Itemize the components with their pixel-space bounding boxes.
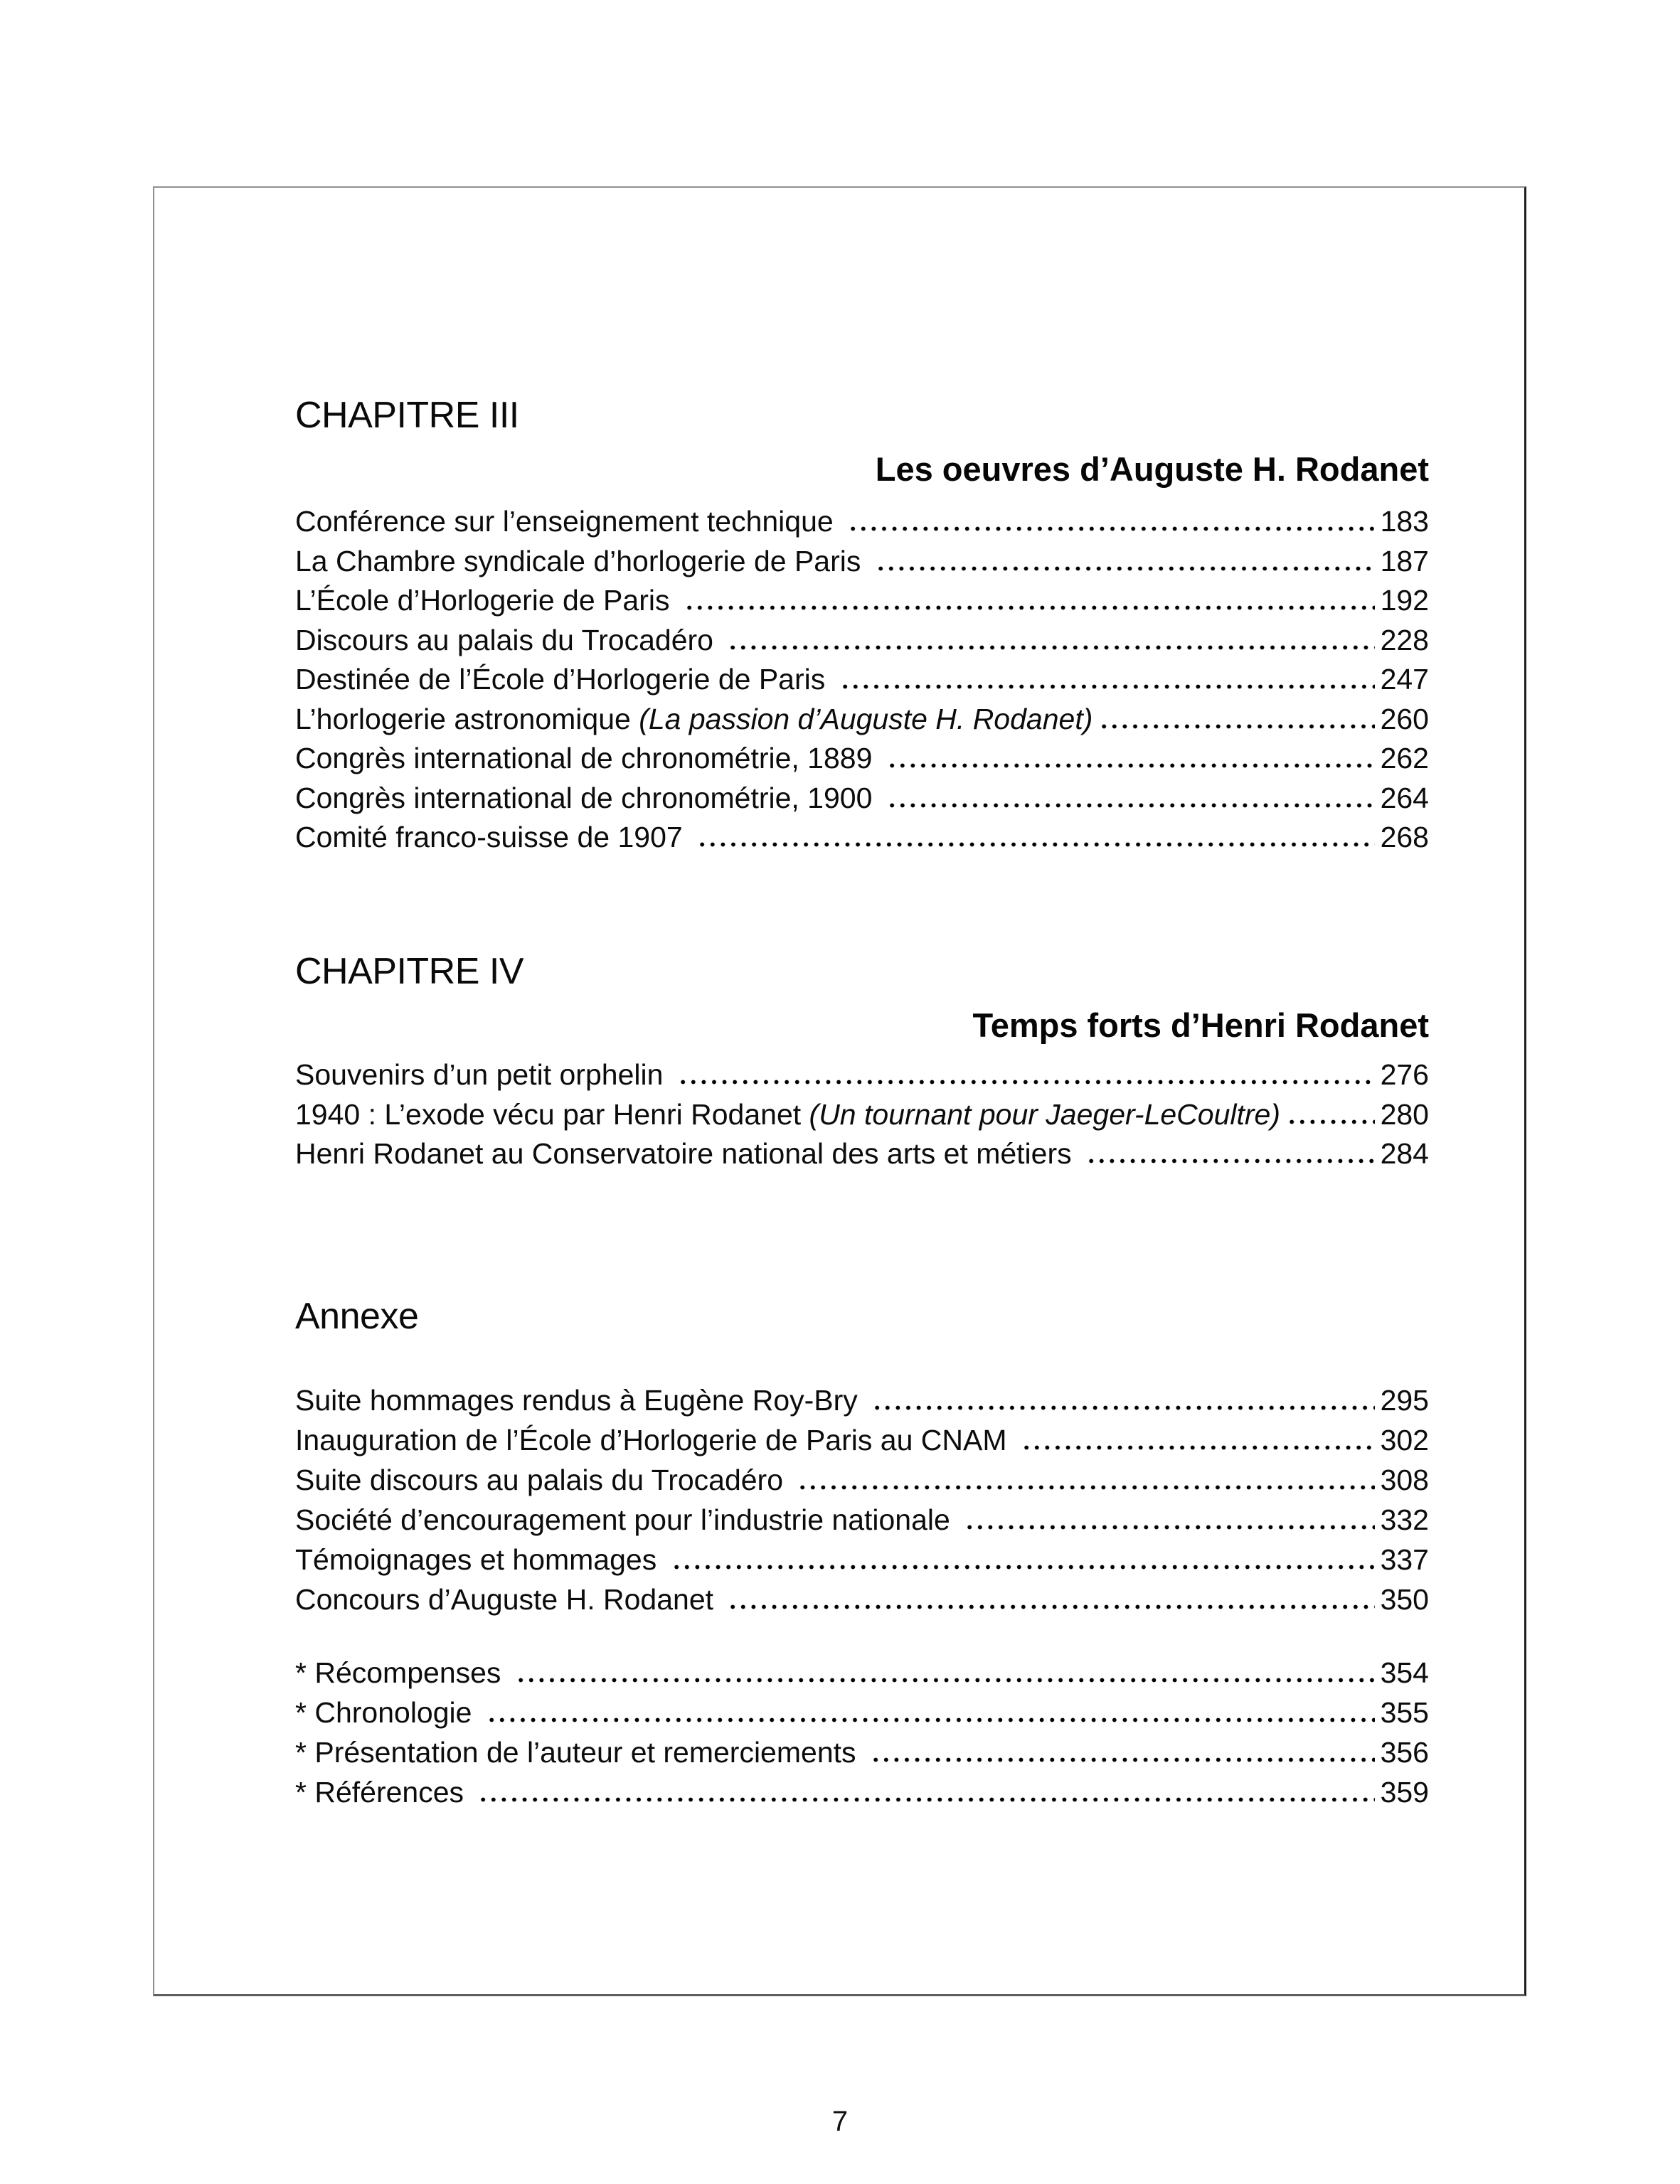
toc-entry-text: Suite discours au palais du Trocadéro	[295, 1464, 792, 1496]
dotted-leader	[800, 1485, 1374, 1490]
dotted-leader	[890, 763, 1375, 768]
toc-entry-text: Destinée de l’École d’Horlogerie de Paris	[295, 663, 834, 696]
annexe-heading: Annexe	[295, 1296, 419, 1337]
toc-entry-text: Inauguration de l’École d’Horlogerie de Paris au CNAM	[295, 1424, 1015, 1456]
toc-entry-page: 247	[1380, 663, 1429, 696]
toc-entry-text: * Récompenses	[295, 1656, 509, 1689]
toc-entry-label	[295, 1095, 1280, 1135]
toc-entry-label	[295, 1580, 721, 1619]
toc-entry-text: * Présentation de l’auteur et remerciements	[295, 1736, 864, 1769]
dotted-leader	[687, 605, 1375, 610]
toc-entry-page: 354	[1380, 1656, 1429, 1689]
toc-entry-text: Congrès international de chronométrie, 1900	[295, 781, 881, 814]
toc-entry	[295, 1732, 1429, 1772]
toc-entry-text: La Chambre syndicale d’horlogerie de Paris	[295, 544, 869, 577]
toc-entry-label	[295, 502, 841, 542]
toc-entry	[295, 581, 1429, 621]
toc-entry-page: 302	[1380, 1424, 1429, 1456]
toc-entry-italic: (Un tournant pour Jaeger-LeCoultre)	[809, 1097, 1280, 1131]
toc-entry-label	[295, 1653, 509, 1693]
chapter-4-subtitle: Temps forts d’Henri Rodanet	[972, 1006, 1429, 1044]
folio-page-number: 7	[831, 2106, 849, 2137]
toc-entry	[295, 1055, 1429, 1095]
toc-entry	[295, 739, 1429, 779]
toc-entry-italic: (La passion d’Auguste H. Rodanet)	[639, 702, 1093, 735]
toc-entry-text: Discours au palais du Trocadéro	[295, 623, 722, 656]
toc-entry-text: * Chronologie	[295, 1696, 480, 1729]
toc-entry-label	[295, 1420, 1015, 1460]
toc-entry-text: Société d’encouragement pour l’industrie nationale	[295, 1503, 959, 1536]
dotted-leader	[1089, 1158, 1375, 1163]
toc-entry-text: * Références	[295, 1776, 472, 1809]
toc-entry-text: Souvenirs d’un petit orphelin	[295, 1058, 671, 1091]
starred-entries	[295, 1653, 1429, 1812]
toc-entry-text: Comité franco-suisse de 1907	[295, 821, 691, 853]
toc-entry-page: 332	[1380, 1503, 1429, 1536]
toc-entry-label	[295, 739, 881, 779]
toc-entry-label	[295, 1380, 866, 1420]
dotted-leader	[519, 1678, 1375, 1683]
toc-entry-page: 183	[1380, 505, 1429, 538]
toc-entry-text: Congrès international de chronométrie, 1889	[295, 742, 881, 774]
toc-entry-text: Témoignages et hommages	[295, 1543, 665, 1576]
toc-entry-page: 356	[1380, 1736, 1429, 1769]
toc-entry-page: 187	[1380, 544, 1429, 577]
toc-entry-label	[295, 1500, 958, 1540]
toc-entry	[295, 502, 1429, 542]
toc-entry-page: 264	[1380, 781, 1429, 814]
dotted-leader	[681, 1080, 1375, 1085]
toc-entry-page: 280	[1380, 1097, 1429, 1131]
toc-entry	[295, 1540, 1429, 1580]
toc-entry-label	[295, 1732, 864, 1772]
chapter-3-subtitle: Les oeuvres d’Auguste H. Rodanet	[875, 450, 1429, 488]
toc-entry-label	[295, 1460, 791, 1500]
toc-entry-page: 192	[1380, 584, 1429, 617]
dotted-leader	[873, 1757, 1375, 1762]
toc-entry	[295, 1134, 1429, 1174]
toc-entry-text: L’horlogerie astronomique	[295, 702, 639, 735]
toc-entry	[295, 1693, 1429, 1732]
toc-entry-page: 308	[1380, 1464, 1429, 1496]
toc-entry-label	[295, 660, 834, 700]
toc-entry-page: 284	[1380, 1137, 1429, 1170]
toc-entry-page: 228	[1380, 623, 1429, 656]
toc-entry-page: 260	[1380, 702, 1429, 735]
dotted-leader	[730, 645, 1374, 650]
toc-entry-label	[295, 1055, 671, 1095]
chapter-4-heading: CHAPITRE IV	[295, 951, 523, 992]
chapter-3-heading: CHAPITRE III	[295, 395, 519, 436]
toc-entry-page: 337	[1380, 1543, 1429, 1576]
dotted-leader	[851, 526, 1374, 531]
toc-entry-page: 276	[1380, 1058, 1429, 1091]
toc-entry-label	[295, 542, 869, 582]
toc-entry-page: 268	[1380, 821, 1429, 853]
toc-entry-text: Concours d’Auguste H. Rodanet	[295, 1583, 722, 1616]
toc-entry-label	[295, 700, 1092, 740]
toc-entry-label	[295, 779, 881, 819]
toc-entry	[295, 1653, 1429, 1693]
dotted-leader	[1290, 1119, 1375, 1124]
toc-entry-page: 359	[1380, 1776, 1429, 1809]
toc-entry-text: Suite hommages rendus à Eugène Roy-Bry	[295, 1384, 866, 1417]
dotted-leader	[843, 684, 1375, 689]
dotted-leader	[700, 842, 1375, 847]
dotted-leader	[481, 1797, 1374, 1802]
toc-entry	[295, 660, 1429, 700]
dotted-leader	[730, 1604, 1374, 1609]
toc-entry-text: L’École d’Horlogerie de Paris	[295, 584, 678, 617]
toc-entry-page: 295	[1380, 1384, 1429, 1417]
toc-entry	[295, 1500, 1429, 1540]
toc-entry	[295, 621, 1429, 661]
toc-entry	[295, 1095, 1429, 1135]
toc-entry-text: 1940 : L’exode vécu par Henri Rodanet	[295, 1097, 809, 1131]
toc-entry-text: Henri Rodanet au Conservatoire national des arts et métiers	[295, 1137, 1080, 1170]
toc-entry	[295, 1772, 1429, 1812]
dotted-leader	[878, 566, 1375, 571]
toc-entry-text: Conférence sur l’enseignement technique	[295, 505, 842, 538]
toc-entry	[295, 700, 1429, 740]
toc-entry	[295, 1380, 1429, 1420]
toc-entry	[295, 542, 1429, 582]
toc-entry	[295, 1460, 1429, 1500]
toc-entry-label	[295, 1693, 480, 1732]
toc-entry-label	[295, 581, 678, 621]
dotted-leader	[967, 1525, 1374, 1530]
chapter-3-entries	[295, 502, 1429, 858]
toc-entry-label	[295, 621, 721, 661]
dotted-leader	[674, 1565, 1375, 1570]
chapter-4-entries	[295, 1055, 1429, 1174]
toc-entry-page: 355	[1380, 1696, 1429, 1729]
dotted-leader	[890, 803, 1375, 808]
toc-entry-label	[295, 818, 691, 858]
dotted-leader	[489, 1717, 1375, 1722]
toc-entry	[295, 818, 1429, 858]
toc-entry-page: 262	[1380, 742, 1429, 774]
annexe-entries	[295, 1380, 1429, 1619]
toc-entry-page: 350	[1380, 1583, 1429, 1616]
dotted-leader	[875, 1405, 1374, 1410]
toc-entry-label	[295, 1540, 665, 1580]
toc-entry-label	[295, 1772, 472, 1812]
toc-entry	[295, 1580, 1429, 1619]
toc-entry	[295, 779, 1429, 819]
toc-entry	[295, 1420, 1429, 1460]
dotted-leader	[1024, 1445, 1375, 1450]
dotted-leader	[1102, 724, 1374, 729]
toc-entry-label	[295, 1134, 1080, 1174]
